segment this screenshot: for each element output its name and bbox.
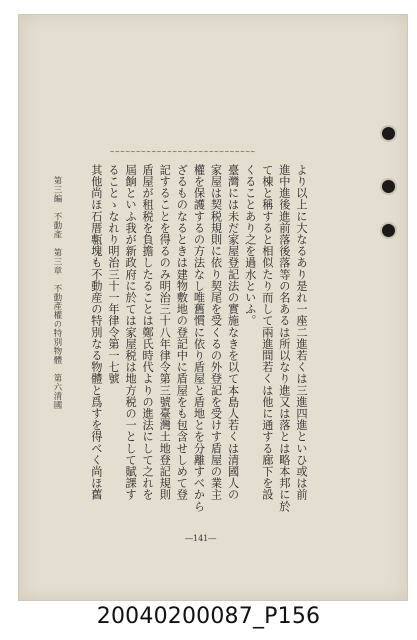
binding-hole-top [380, 125, 397, 142]
text-line: 屆餉といふ我が新政府に於ては家屋税は地方税の一として賦課す [124, 164, 138, 501]
running-head: 第三編 不動產 第三章 不動產權の特別物體 第六清國 [53, 176, 63, 410]
text-line: 家屋は契税規則に依り契尾を受くるの外登記を受けす盾屋の業主 [209, 164, 223, 501]
text-line: より以上に大なるあり是れ一座二進若くは三進四進といひ或は前 [295, 164, 308, 501]
text-line: ることゝなれり明治三十一年律令第一七號 [106, 164, 120, 385]
image-caption: 20040200087_P156 [96, 604, 321, 629]
text-line: 進中進後進前落後落等の名あるは所以なり進又は落とは略本邦に於 [277, 164, 291, 512]
text-line: 記することを得るのみ明治三十八年律令第三號臺灣土地登記規則 [158, 164, 172, 501]
body-text [70, 164, 310, 534]
text-line: 權を保護するの方法なし唯舊慣に依り盾屋と盾地とを分離すべから [192, 164, 206, 512]
text-line: 其他尚ほ石厝甎塊も不動産の特別なる物體と爲すを得べく尚ほ舊 [89, 164, 103, 501]
binding-hole-middle [380, 178, 397, 195]
text-line: 臺灣には未だ家屋登記法の實施なきを以て本島人若くは清國人の [226, 164, 240, 501]
text-line: て棟と稱すると相似たり而して兩進間若くは他に通する廊下を設 [260, 164, 274, 501]
text-line: ざるものなるときは建物敷地の登記中に盾屋をも包含せしめて登 [175, 164, 189, 501]
page-number: ―141― [185, 534, 217, 543]
text-line: 盾屋が租税を負擔したることは鄭氏時代よりの進法にして之れを [141, 164, 155, 501]
binding-hole-bottom [380, 222, 397, 239]
section-ornament: ~~~~~~~~~~~~~~~~~~~~~~~~~~~~ [110, 148, 257, 156]
text-line: くることあり之を過水といふ。 [243, 164, 257, 327]
